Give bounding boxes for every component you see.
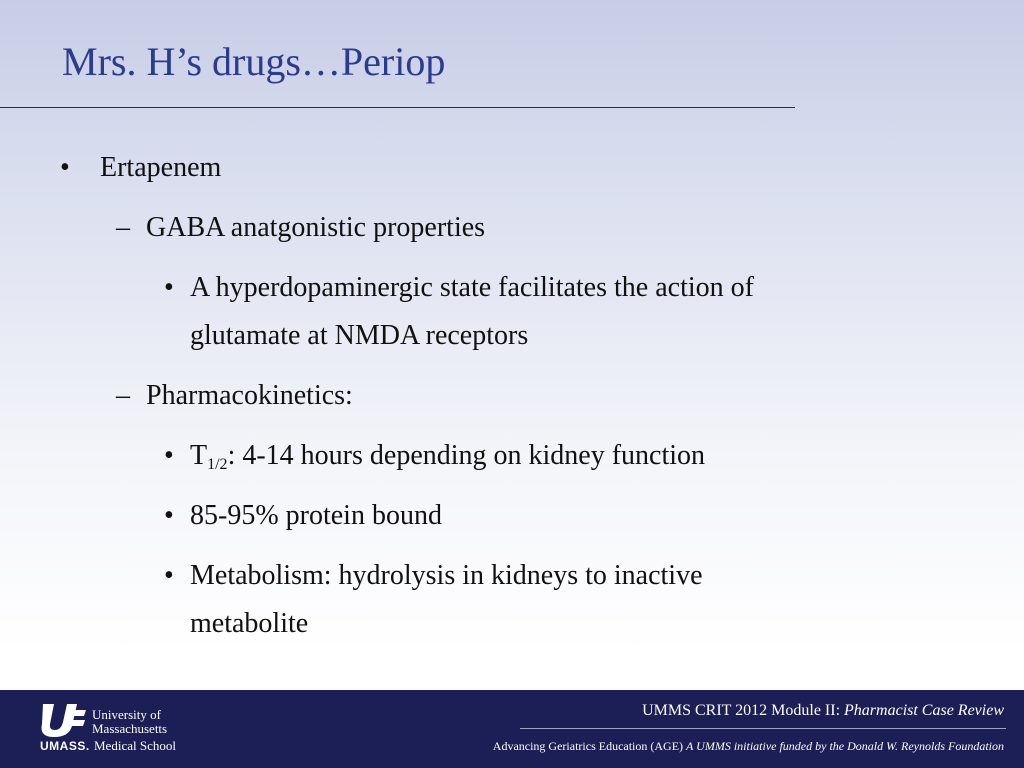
half-life-text: : 4-14 hours depending on kidney function: [227, 440, 706, 471]
logo-line-1: University of: [92, 707, 161, 722]
bullet-text: Metabolism: hydrolysis in kidneys to inactive: [190, 560, 703, 591]
bullet-text-continued: metabolite: [190, 608, 309, 639]
bullet-text: 85-95% protein bound: [190, 500, 442, 531]
umass-u-icon: [40, 702, 90, 738]
umass-logo: [40, 702, 210, 752]
logo-university-text: [92, 708, 167, 736]
footer-program-text: Advancing Geriatrics Education (AGE): [492, 739, 687, 753]
bullet-marker: •: [164, 560, 174, 591]
bullet-text: A hyperdopaminergic state facilitates the action of: [190, 272, 754, 303]
bullet-marker: •: [164, 272, 174, 303]
bullet-marker: •: [164, 440, 174, 471]
bullet-text: Pharmacokinetics:: [146, 380, 353, 411]
bullet-marker: •: [164, 500, 174, 531]
footer-program: [493, 739, 1004, 754]
bullet-text-continued: glutamate at NMDA receptors: [190, 320, 529, 351]
bullet-text: [190, 432, 705, 480]
slide-title: Mrs. H’s drugs…Periop: [62, 39, 446, 84]
half-life-subscript: 1/2: [207, 456, 228, 473]
logo-line-2: Massachusetts: [92, 721, 168, 736]
footer-divider: [520, 728, 1006, 729]
footer-course-italic: Pharmacist Case Review: [844, 702, 1004, 719]
footer-program-italic: A UMMS initiative funded by the Donald W. Reynolds Foundation: [686, 739, 1004, 753]
bullet-text: GABA anatgonistic properties: [146, 212, 486, 243]
title-divider: [0, 107, 795, 108]
logo-umass-wordmark: UMASS.: [40, 739, 90, 753]
footer-course: [642, 702, 1004, 720]
footer-bar: [0, 690, 1024, 768]
dash-marker: –: [116, 212, 130, 243]
logo-line-3: Medical School: [94, 738, 176, 753]
half-life-symbol: T: [190, 440, 208, 471]
bullet-text: Ertapenem: [100, 152, 222, 183]
footer-course-text: UMMS CRIT 2012 Module II:: [642, 702, 845, 719]
dash-marker: –: [116, 380, 130, 411]
bullet-marker: •: [60, 152, 70, 183]
